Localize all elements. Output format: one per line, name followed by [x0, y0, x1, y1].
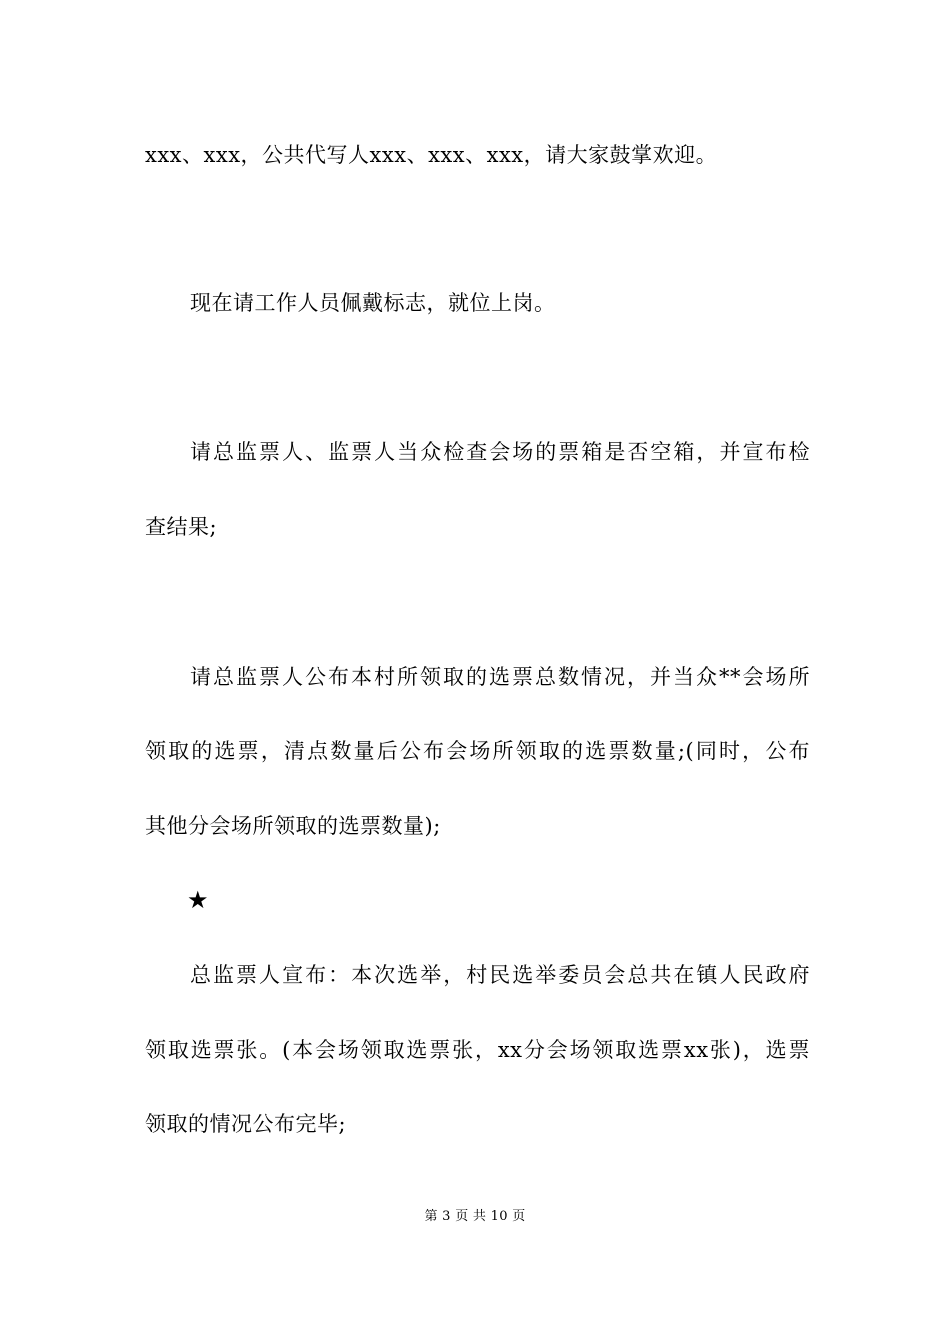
page-number: 第 3 页 共 10 页	[424, 1209, 526, 1224]
paragraph-line: 请总监票人、监票人当众检查会场的票箱是否空箱，并宣布检	[190, 440, 810, 464]
paragraph-line: 请总监票人公布本村所领取的选票总数情况，并当众**会场所	[190, 665, 810, 689]
paragraph-line: 领取的情况公布完毕;	[145, 1112, 347, 1136]
paragraph-line: 总监票人宣布：本次选举，村民选举委员会总共在镇人民政府	[190, 963, 810, 987]
paragraph-line: 查结果;	[145, 515, 218, 539]
paragraph-line: 领取的选票，清点数量后公布会场所领取的选票数量;(同时，公布	[145, 739, 810, 763]
paragraph-line: xxx、xxx，公共代写人xxx、xxx、xxx，请大家鼓掌欢迎。	[145, 143, 718, 167]
paragraph-line: 现在请工作人员佩戴标志，就位上岗。	[190, 291, 556, 315]
paragraph-line: 领取选票张。(本会场领取选票张，xx分会场领取选票xx张)，选票	[145, 1038, 810, 1062]
star-icon: ★	[187, 886, 209, 914]
paragraph-line: 其他分会场所领取的选票数量);	[145, 814, 441, 838]
